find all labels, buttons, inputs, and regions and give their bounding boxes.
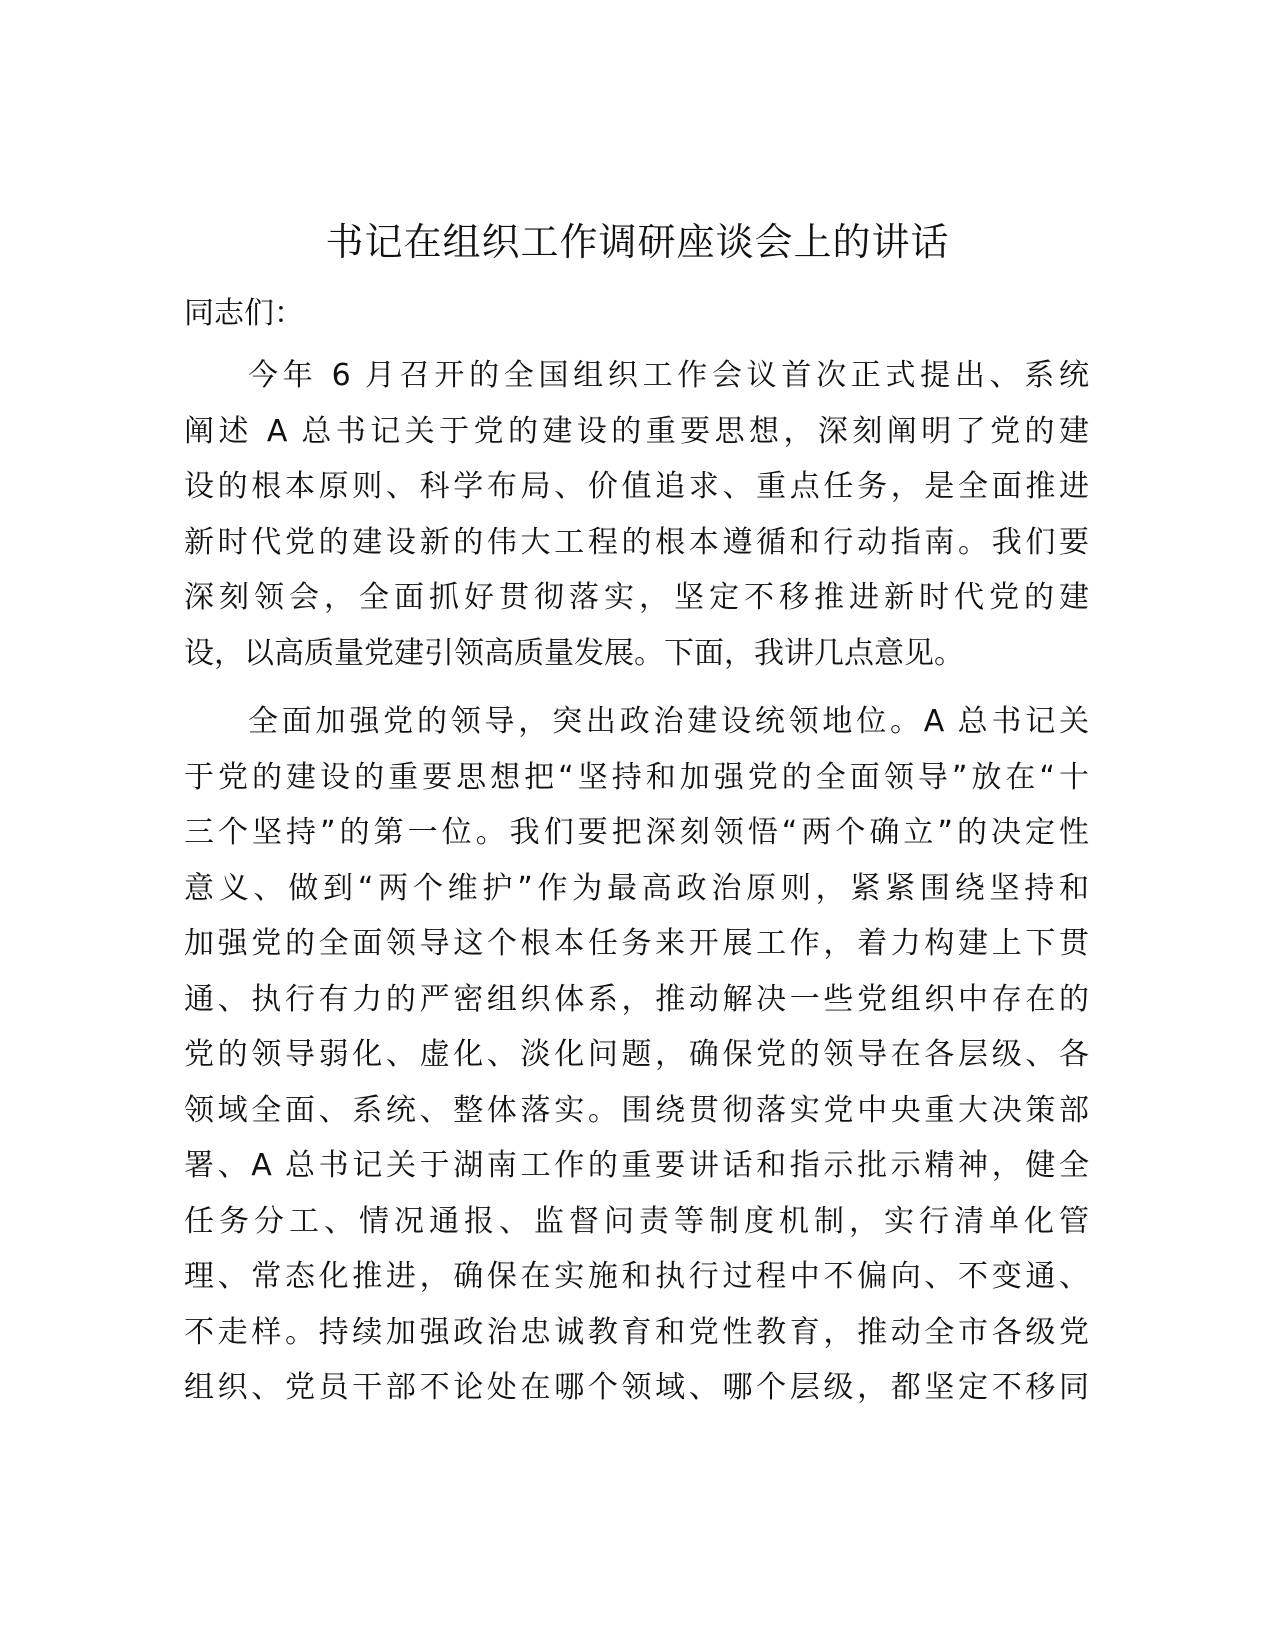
- paragraph-1-line: 设的根本原则、科学布局、价值追求、重点任务，是全面推进: [184, 469, 1089, 504]
- paragraph-1-line: 阐述 A 总书记关于党的建设的重要思想，深刻阐明了党的建: [184, 414, 1089, 449]
- paragraph-2-line: 党的领导弱化、虚化、淡化问题，确保党的领导在各层级、各: [184, 1037, 1089, 1072]
- paragraph-2-line: 通、执行有力的严密组织体系，推动解决一些党组织中存在的: [184, 982, 1089, 1017]
- paragraph-1-line: 深刻领会，全面抓好贯彻落实，坚定不移推进新时代党的建: [184, 580, 1089, 615]
- paragraph-2-line: 任务分工、情况通报、监督问责等制度机制，实行清单化管: [184, 1204, 1089, 1239]
- paragraph-2-line: 全面加强党的领导，突出政治建设统领地位。A 总书记关: [248, 704, 1089, 739]
- paragraph-2-line: 三个坚持”的第一位。我们要把深刻领悟“两个确立”的决定性: [184, 815, 1089, 850]
- paragraph-2-line: 意义、做到“两个维护”作为最高政治原则，紧紧围绕坚持和: [184, 871, 1089, 906]
- paragraph-2-line: 领域全面、系统、整体落实。围绕贯彻落实党中央重大决策部: [184, 1093, 1089, 1128]
- salutation: 同志们：: [184, 296, 304, 331]
- paragraph-1-line: 设，以高质量党建引领高质量发展。下面，我讲几点意见。: [184, 636, 964, 671]
- paragraph-2-line: 理、常态化推进，确保在实施和执行过程中不偏向、不变通、: [184, 1259, 1089, 1294]
- document-title: 书记在组织工作调研座谈会上的讲话: [325, 220, 950, 264]
- paragraph-2-line: 于党的建设的重要思想把“坚持和加强党的全面领导”放在“十: [184, 760, 1089, 795]
- paragraph-2-line: 署、A 总书记关于湖南工作的重要讲话和指示批示精神，健全: [184, 1148, 1089, 1183]
- paragraph-1-line: 新时代党的建设新的伟大工程的根本遵循和行动指南。我们要: [184, 525, 1089, 560]
- paragraph-2-line: 不走样。持续加强政治忠诚教育和党性教育，推动全市各级党: [184, 1315, 1089, 1350]
- paragraph-2-line: 加强党的全面领导这个根本任务来开展工作，着力构建上下贯: [184, 926, 1089, 961]
- paragraph-1-line: 今年 6 月召开的全国组织工作会议首次正式提出、系统: [248, 358, 1089, 393]
- paragraph-2-line: 组织、党员干部不论处在哪个领域、哪个层级，都坚定不移同: [184, 1370, 1089, 1405]
